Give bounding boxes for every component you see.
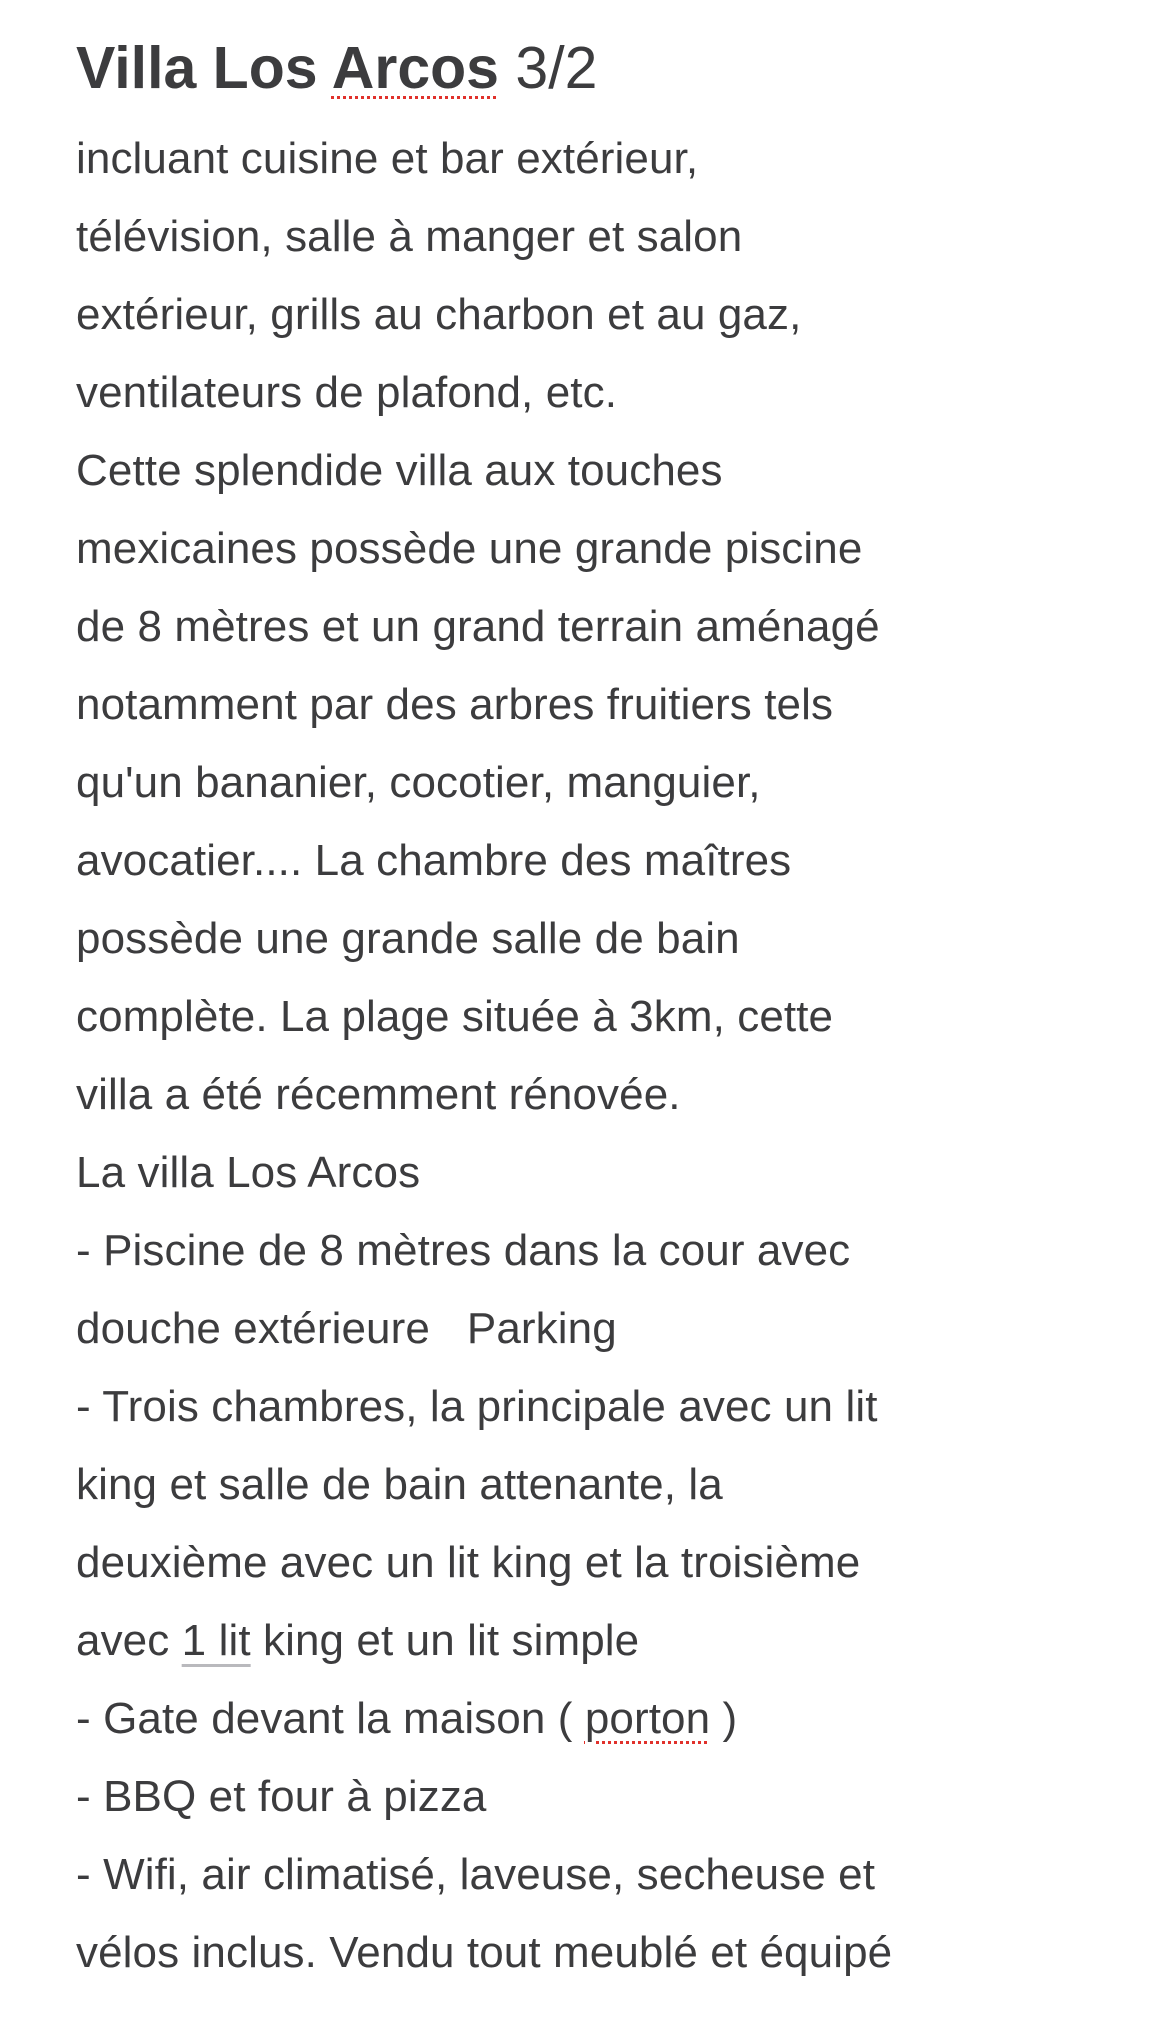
- misspelled-word[interactable]: porton: [584, 1694, 711, 1743]
- text-line: - Trois chambres, la principale avec un lit: [76, 1382, 878, 1431]
- text-line: La villa Los Arcos: [76, 1148, 421, 1197]
- title-text: Villa Los: [76, 35, 332, 101]
- text-line: télévision, salle à manger et salon: [76, 212, 743, 261]
- text-line: incluant cuisine et bar extérieur,: [76, 134, 699, 183]
- text-segment: avec: [76, 1616, 182, 1665]
- text-line: possède une grande salle de bain: [76, 914, 740, 963]
- text-line: complète. La plage située à 3km, cette: [76, 992, 834, 1041]
- text-line: [76, 1680, 1136, 1758]
- text-line: king et salle de bain attenante, la: [76, 1460, 723, 1509]
- text-line: qu'un bananier, cocotier, manguier,: [76, 758, 761, 807]
- title-misspelled-word[interactable]: Arcos: [331, 35, 499, 101]
- text-line: notamment par des arbres fruitiers tels: [76, 680, 834, 729]
- text-line: ventilateurs de plafond, etc.: [76, 368, 618, 417]
- text-segment: king et un lit simple: [250, 1616, 640, 1665]
- text-line: Cette splendide villa aux touches: [76, 446, 723, 495]
- text-line: - BBQ et four à pizza: [76, 1772, 487, 1821]
- text-line: deuxième avec un lit king et la troisième: [76, 1538, 861, 1587]
- text-line: [76, 1602, 1136, 1680]
- text-line: - Piscine de 8 mètres dans la cour avec: [76, 1226, 851, 1275]
- title-page-count: 3/2: [499, 35, 598, 101]
- text-line: avocatier.... La chambre des maîtres: [76, 836, 792, 885]
- text-line: douche extérieure Parking: [76, 1304, 617, 1353]
- text-line: de 8 mètres et un grand terrain aménagé: [76, 602, 880, 651]
- text-line: - Wifi, air climatisé, laveuse, secheuse et: [76, 1850, 876, 1899]
- text-line: mexicaines possède une grande piscine: [76, 524, 863, 573]
- text-segment: - Gate devant la maison (: [76, 1694, 585, 1743]
- note-title: [76, 28, 1136, 108]
- note-body[interactable]: [76, 28, 1136, 1992]
- text-segment: ): [710, 1694, 738, 1743]
- text-line: vélos inclus. Vendu tout meublé et équipé: [76, 1928, 893, 1977]
- text-line: villa a été récemment rénovée.: [76, 1070, 681, 1119]
- detected-link[interactable]: 1 lit: [181, 1616, 251, 1665]
- text-line: extérieur, grills au charbon et au gaz,: [76, 290, 802, 339]
